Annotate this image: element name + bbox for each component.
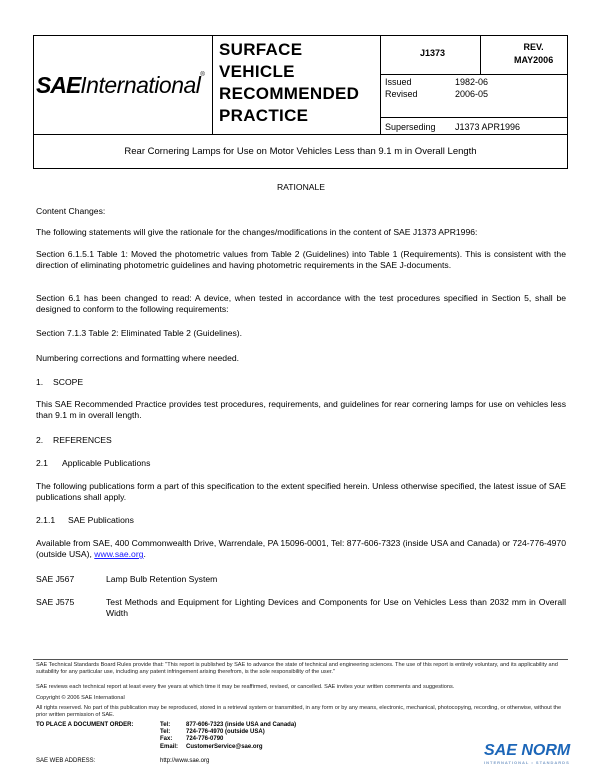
order-label: TO PLACE A DOCUMENT ORDER: [36,722,134,728]
sae-international-logo: SAEInternational® [36,72,205,98]
header-divider [380,117,567,118]
paragraph: Section 6.1.5.1 Table 1: Moved the photometric values from Table 2 (Guidelines) into Table 1 (Requirements). This is consistent with the direction of eliminating photometric guidelines and having photometric requirements in the SAE J-documents. [36,249,566,270]
header-divider [480,36,481,74]
footer-notice: All rights reserved. No part of this publication may be reproduced, stored in a retrieval system or transmitted, in any form or by any means, electronic, mechanical, photocopying, recording, or otherwise, without the prior written permission of SAE. [36,705,562,719]
section-heading-applicable: 2.1 Applicable Publications [36,458,151,468]
title-row [33,135,568,169]
section-heading-scope: 1. SCOPE [36,377,84,387]
paragraph: Available from SAE, 400 Commonwealth Drive, Warrendale, PA 15096-0001, Tel: 877-606-7323 (inside USA and Canada) or 724-776-4970 (outside USA), www.sae.org. [36,538,566,559]
sae-website-link[interactable]: www.sae.org [94,549,144,559]
paragraph: This SAE Recommended Practice provides test procedures, requirements, and guidelines for rear cornering lamps for use on vehicles less than 9.1 m in overall length. [36,399,566,420]
revision-box [514,41,553,67]
reference-item: SAE J567 Lamp Bulb Retention System [36,574,218,584]
header-divider [380,74,567,75]
footer-notice: SAE Technical Standards Board Rules provide that: "This report is published by SAE to advance the state of technical and engineering sciences. The use of this report is entirely voluntary, and its applicability and suitability for any particular use, including any patent infringement arising therefrom, is the sole responsibility of the user." [36,662,558,676]
sae-norm-watermark: SAE NORM INTERNATIONAL • STANDARDS [484,742,571,765]
order-contacts: Tel: 877-606-7323 (inside USA and Canada) Tel: 724-776-4970 (outside USA) Fax: 724-776-0790 Email: CustomerService@sae.org [160,722,297,750]
rev-label: REV. [523,42,544,52]
section-heading-references: 2. REFERENCES [36,435,112,445]
document-type: SURFACE VEHICLE RECOMMENDED PRACTICE [219,40,360,125]
paragraph: Section 7.1.3 Table 2: Eliminated Table 2 (Guidelines). [36,328,243,338]
header-divider [380,36,381,134]
reference-item: SAE J575 Test Methods and Equipment for Lighting Devices and Components for Use on Vehicles Less than 2032 mm in Overall Width [36,597,566,618]
document-title: Rear Cornering Lamps for Use on Motor Vehicles Less than 9.1 m in Overall Length [124,146,477,157]
section-heading-sae-publications: 2.1.1 SAE Publications [36,515,134,525]
web-address-link[interactable]: http://www.sae.org [160,758,210,764]
paragraph: Section 6.1 has been changed to read: A device, when tested in accordance with the test procedures specified in Section 5, shall be designed to conform to the following requirements: [36,293,566,314]
email-link[interactable]: CustomerService@sae.org [186,743,263,750]
footer-divider [33,659,568,660]
header-divider [212,36,213,134]
web-address-label: SAE WEB ADDRESS: [36,758,96,764]
paragraph: The following statements will give the rationale for the changes/modifications in the content of SAE J1373 APR1996: [36,227,478,237]
footer-notice: SAE reviews each technical report at least every five years at which time it may be reaffirmed, revised, or cancelled. SAE invites your written comments and suggestions. [36,684,455,690]
content-changes-label: Content Changes: [36,206,106,216]
paragraph: The following publications form a part of this specification to the extent specified herein. Unless otherwise specified, the latest issue of SAE publications shall apply. [36,481,566,502]
paragraph: Numbering corrections and formatting where needed. [36,353,240,363]
rev-date: MAY2006 [514,55,554,65]
issue-dates: Issued 1982-06 Revised 2006-05 [385,77,489,99]
footer-copyright: Copyright © 2006 SAE International [36,695,125,701]
rationale-heading: RATIONALE [276,182,326,192]
superseding: Superseding J1373 APR1996 [385,122,521,132]
document-number: J1373 [420,48,446,58]
